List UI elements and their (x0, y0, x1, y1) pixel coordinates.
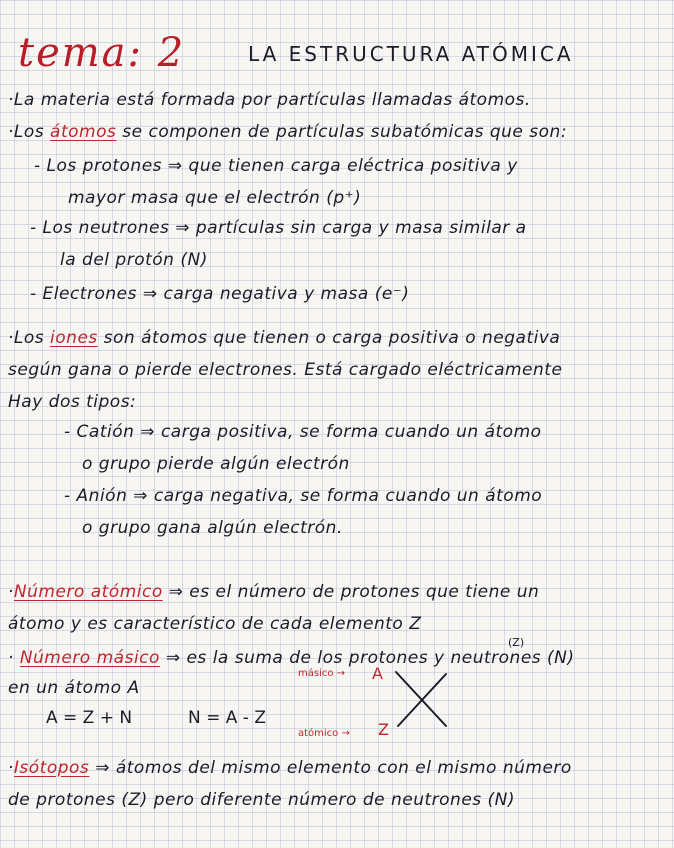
keyword-numero-masico: Número másico (19, 648, 160, 668)
text-line-protones-2: mayor masa que el electrón (p⁺) (68, 188, 362, 208)
masico-label: másico → (298, 668, 346, 679)
masico-letter: A (372, 664, 383, 683)
text-line-atomos (8, 124, 567, 141)
text-line-cation-1: - Catión ⇒ carga positiva, se forma cuando un átomo (64, 422, 542, 442)
text-line-cation-2: o grupo pierde algún electrón (82, 454, 350, 474)
page-title: tema: 2 (18, 30, 186, 76)
text-line-numatomico-2: átomo y es característico de cada elemento Z (8, 614, 422, 634)
text-line-neutrones-1: - Los neutrones ⇒ partículas sin carga y masa similar a (30, 218, 527, 238)
text-line-iones-3: Hay dos tipos: (8, 392, 137, 412)
text-line-numatomico-1 (8, 584, 539, 601)
text-line-protones-1: - Los protones ⇒ que tienen carga eléctrica positiva y (34, 156, 518, 176)
text-line-nummasico-2: en un átomo A (8, 678, 140, 698)
text-rest: ⇒ es la suma de los protones y neutrones (N) (159, 648, 575, 668)
text-line-neutrones-2: la del protón (N) (60, 250, 208, 270)
bullet-prefix: · (8, 582, 14, 602)
text-line-isotopos-2: de protones (Z) pero diferente número de neutrones (N) (8, 790, 516, 810)
text-line-anion-1: - Anión ⇒ carga negativa, se forma cuando un átomo (64, 486, 543, 506)
text-line-iones-1 (8, 330, 560, 347)
text-line-electrones: - Electrones ⇒ carga negativa y masa (e⁻) (30, 284, 410, 304)
text-line-anion-2: o grupo gana algún electrón. (82, 518, 343, 538)
text-rest: se componen de partículas subatómicas que son: (116, 122, 568, 142)
protones-z-annotation: (Z) (508, 636, 525, 649)
bullet-prefix: ·Los (8, 328, 51, 348)
bullet-prefix: ·Los (8, 122, 51, 142)
atomico-label: atómico → (298, 728, 350, 739)
bullet-prefix: · (8, 758, 14, 778)
text-rest: ⇒ átomos del mismo elemento con el mismo número (89, 758, 572, 778)
bullet-prefix: · (8, 648, 20, 668)
element-symbol-cross-icon (392, 668, 452, 732)
page-subtitle: LA ESTRUCTURA ATÓMICA (248, 42, 574, 66)
text-rest: son átomos que tienen o carga positiva o negativa (97, 328, 561, 348)
formula-neutrons: N = A - Z (188, 708, 266, 728)
keyword-numero-atomico: Número atómico (13, 582, 163, 602)
keyword-isotopos: Isótopos (13, 758, 90, 778)
formula-mass-number: A = Z + N (46, 708, 133, 728)
keyword-iones: iones (50, 328, 98, 348)
text-line-isotopos-1 (8, 760, 572, 777)
text-line-nummasico-1 (8, 650, 575, 667)
text-rest: ⇒ es el número de protones que tiene un (162, 582, 540, 602)
text-line-iones-2: según gana o pierde electrones. Está cargado eléctricamente (8, 360, 563, 380)
text-line-materia: ·La materia está formada por partículas llamadas átomos. (8, 90, 531, 110)
keyword-atomos: átomos (50, 122, 117, 142)
atomico-letter: Z (378, 720, 389, 739)
